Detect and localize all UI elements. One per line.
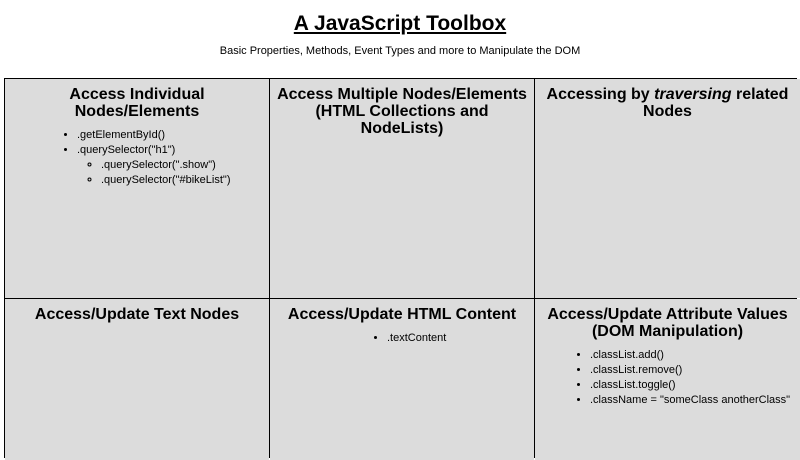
cell-title-emphasis: traversing <box>654 86 732 103</box>
list-item: ◦ .querySelector("#bikeList") <box>101 173 263 188</box>
list-item: • .classList.remove() <box>590 363 794 378</box>
cell-attribute-values <box>535 299 800 460</box>
individual-sublist <box>77 158 263 188</box>
cell-title-attributes <box>541 306 794 340</box>
cell-text-nodes <box>5 299 269 460</box>
list-item: • .classList.add() <box>590 348 794 363</box>
cell-title-part: related Nodes <box>643 86 789 120</box>
attribute-list <box>541 348 794 408</box>
list-item <box>77 143 263 188</box>
page-title: A JavaScript Toolbox <box>293 12 507 35</box>
list-item: • .getElementById() <box>77 128 263 143</box>
toolbox-grid <box>4 78 797 458</box>
cell-access-individual <box>5 79 269 298</box>
list-item: ◦ .querySelector(".show") <box>101 158 263 173</box>
list-item: • .classList.toggle() <box>590 378 794 393</box>
list-item: • .className = "someClass anotherClass" <box>590 393 794 408</box>
cell-title-line: Access/Update Attribute Values <box>547 306 788 323</box>
cell-title-multiple <box>276 86 528 137</box>
cell-title-line: Access Multiple Nodes/Elements <box>277 86 527 103</box>
html-content-list <box>276 331 528 346</box>
cell-access-traversing <box>535 79 800 298</box>
cell-title-html-content: Access/Update HTML Content <box>287 306 517 323</box>
cell-access-multiple <box>270 79 534 298</box>
list-item-label: .querySelector("h1") <box>77 144 176 156</box>
cell-title-part: Accessing by <box>546 86 655 103</box>
cell-html-content <box>270 299 534 460</box>
cell-title-individual: Access Individual Nodes/Elements <box>69 86 205 120</box>
cell-title-line: (DOM Manipulation) <box>591 323 744 340</box>
individual-list <box>11 128 263 188</box>
page-subtitle: Basic Properties, Methods, Event Types and more to Manipulate the DOM <box>219 45 581 57</box>
cell-title-traversing <box>541 86 794 120</box>
cell-title-line: (HTML Collections and NodeLists) <box>315 103 489 137</box>
list-item: • .textContent <box>387 331 528 346</box>
cell-title-text-nodes: Access/Update Text Nodes <box>34 306 240 323</box>
